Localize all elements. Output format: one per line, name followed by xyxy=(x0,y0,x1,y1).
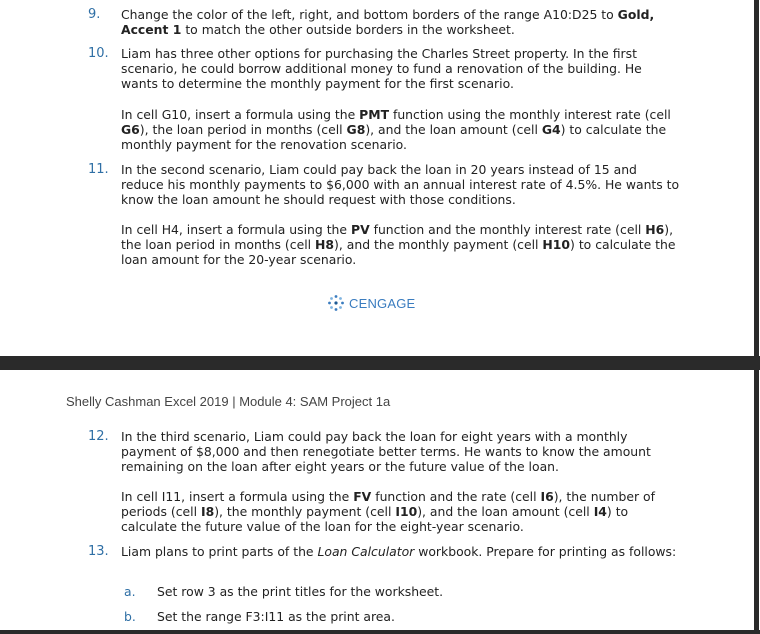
cengage-logo-text: CENGAGE xyxy=(349,295,416,311)
step-text: Liam plans to print parts of the Loan Calculator workbook. Prepare for printing as follows: xyxy=(121,544,677,559)
step-number: 10. xyxy=(88,46,109,61)
document-page-2 xyxy=(0,370,759,630)
substep-text: Set row 3 as the print titles for the worksheet. xyxy=(157,584,444,599)
step-number: 12. xyxy=(88,429,109,444)
cengage-logo xyxy=(327,293,415,313)
step-number: 9. xyxy=(88,7,101,22)
step-instruction: In cell I11, insert a formula using the FV function and the rate (cell I6), the number of periods (cell I8), the monthly payment (cell I10), and the loan amount (cell I4) to calculate the future value of the loan for the eight-year scenario. xyxy=(121,489,655,534)
step-instruction: In cell H4, insert a formula using the PV function and the monthly interest rate (cell H6), the loan period in months (cell H8), and the monthly payment (cell H10) to calculate the loan amount for the 20-year scenario. xyxy=(121,222,676,267)
step-text: Liam has three other options for purchasing the Charles Street property. In the first scenario, he could borrow additional money to fund a renovation of the building. He wants to determine the monthly payment for the first scenario. xyxy=(121,46,642,91)
substep-letter: a. xyxy=(124,584,136,599)
substep-letter: b. xyxy=(124,609,136,624)
step-number: 11. xyxy=(88,162,109,177)
page-header: Shelly Cashman Excel 2019 | Module 4: SAM Project 1a xyxy=(66,394,391,409)
step-number: 13. xyxy=(88,544,109,559)
substep-text: Set the range F3:I11 as the print area. xyxy=(157,609,395,624)
step-text: Change the color of the left, right, and bottom borders of the range A10:D25 to Gold, Accent 1 to match the other outside borders in the worksheet. xyxy=(121,7,655,37)
cengage-logo-icon xyxy=(327,294,345,312)
step-instruction: In cell G10, insert a formula using the PMT function using the monthly interest rate (cell G6), the loan period in months (cell G8), and the loan amount (cell G4) to calculate the monthly payment for the renovation scenario. xyxy=(121,107,671,152)
page-divider xyxy=(0,356,760,370)
step-text: In the third scenario, Liam could pay back the loan for eight years with a monthly payment of $8,000 and then renegotiate better terms. He wants to know the amount remaining on the loan after eight years or the future value of the loan. xyxy=(121,429,651,474)
step-text: In the second scenario, Liam could pay back the loan in 20 years instead of 15 and reduce his monthly payments to $6,000 with an annual interest rate of 4.5%. He wants to know the loan amount he should request with those conditions. xyxy=(121,162,680,207)
bottom-border xyxy=(0,630,760,634)
